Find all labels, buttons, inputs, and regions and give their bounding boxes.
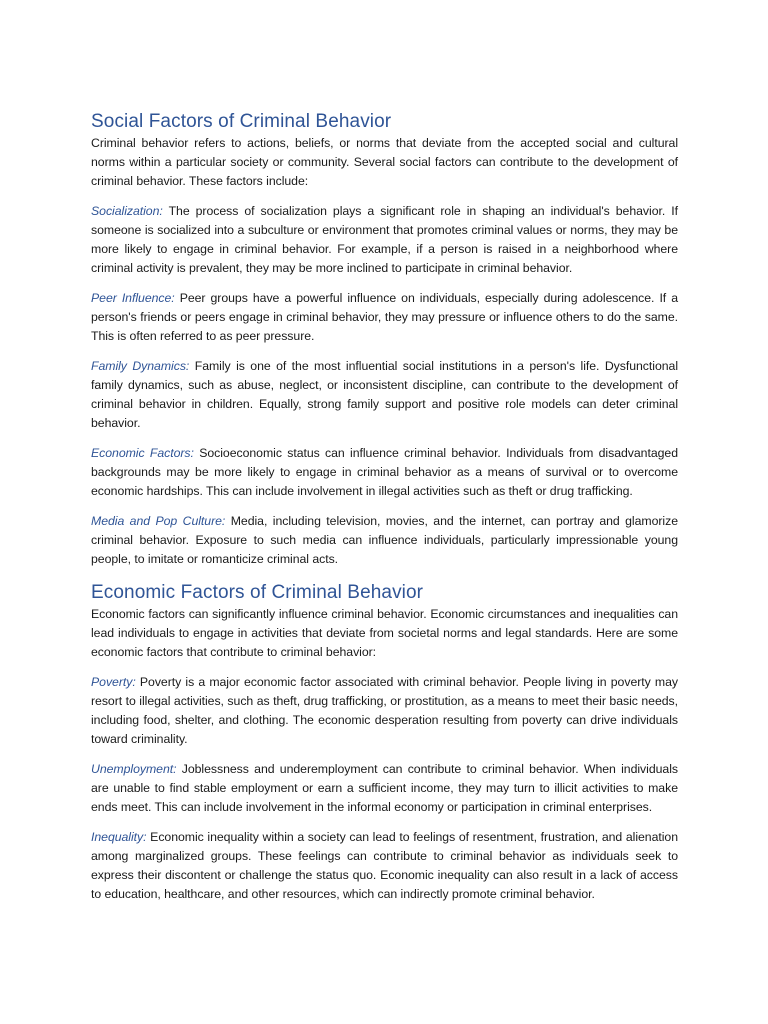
factor-paragraph-inequality xyxy=(91,828,678,904)
factor-text: Poverty is a major economic factor associated with criminal behavior. People living in poverty may resort to illegal activities, such as theft, drug trafficking, or prostitution, as a means to meet their basic needs, including food, shelter, and clothing. The economic desperation resulting from poverty can drive individuals toward criminality. xyxy=(91,675,678,746)
factor-text: The process of socialization plays a significant role in shaping an individual's behavior. If someone is socialized into a subculture or environment that promotes criminal values or norms, they may be more likely to engage in criminal behavior. For example, if a person is raised in a neighborhood where criminal activity is prevalent, they may be more inclined to participate in criminal behavior. xyxy=(91,204,678,275)
factor-paragraph-economic-factors xyxy=(91,444,678,501)
factor-paragraph-family-dynamics xyxy=(91,357,678,433)
factor-label: Family Dynamics: xyxy=(91,359,190,373)
section-heading: Economic Factors of Criminal Behavior xyxy=(91,582,424,603)
section-intro: Criminal behavior refers to actions, beliefs, or norms that deviate from the accepted social and cultural norms within a particular society or community. Several social factors can contribute to the development of criminal behavior. These factors include: xyxy=(91,136,678,188)
factor-paragraph-poverty xyxy=(91,673,678,749)
factor-text: Family is one of the most influential social institutions in a person's life. Dysfunctional family dynamics, such as abuse, neglect, or inconsistent discipline, can contribute to the development of criminal behavior in children. Equally, strong family support and positive role models can deter criminal behavior. xyxy=(91,359,678,430)
factor-label: Inequality: xyxy=(91,830,147,844)
factor-text: Economic inequality within a society can lead to feelings of resentment, frustration, and alienation among marginalized groups. These feelings can contribute to criminal behavior as individuals seek to express their discontent or challenge the status quo. Economic inequality can also result in a lack of access to education, healthcare, and other resources, which can indirectly promote criminal behavior. xyxy=(91,830,678,901)
factor-label: Poverty: xyxy=(91,675,136,689)
factor-label: Unemployment: xyxy=(91,762,177,776)
factor-label: Media and Pop Culture: xyxy=(91,514,226,528)
factor-text: Peer groups have a powerful influence on individuals, especially during adolescence. If a person's friends or peers engage in criminal behavior, they may pressure or influence others to do the same. This is often referred to as peer pressure. xyxy=(91,291,679,343)
factor-label: Economic Factors: xyxy=(91,446,194,460)
factor-text: Media, including television, movies, and the internet, can portray and glamorize criminal behavior. Exposure to such media can influence individuals, particularly impressionable young people, to imitate or romanticize criminal acts. xyxy=(91,514,678,566)
factor-paragraph-unemployment xyxy=(91,760,678,817)
factor-paragraph-socialization xyxy=(91,202,678,278)
factor-label: Socialization: xyxy=(91,204,163,218)
factor-paragraph-peer-influence xyxy=(91,289,678,346)
factor-text: Socioeconomic status can influence criminal behavior. Individuals from disadvantaged backgrounds may be more likely to engage in criminal behavior as a means of survival or to overcome economic hardships. This can include involvement in illegal activities such as theft or drug trafficking. xyxy=(91,446,678,498)
factor-text: Joblessness and underemployment can contribute to criminal behavior. When individuals are unable to find stable employment or earn a sufficient income, they may turn to illicit activities to make ends meet. This can include involvement in the informal economy or participation in criminal enterprises. xyxy=(91,762,678,814)
factor-label: Peer Influence: xyxy=(91,291,175,305)
factor-paragraph-media-pop-culture xyxy=(91,512,678,569)
section-economic-factors xyxy=(91,581,678,904)
section-social-factors xyxy=(91,110,678,569)
section-heading: Social Factors of Criminal Behavior xyxy=(91,111,392,132)
section-intro: Economic factors can significantly influence criminal behavior. Economic circumstances and inequalities can lead individuals to engage in activities that deviate from societal norms and legal standards. Here are some economic factors that contribute to criminal behavior: xyxy=(91,607,678,659)
